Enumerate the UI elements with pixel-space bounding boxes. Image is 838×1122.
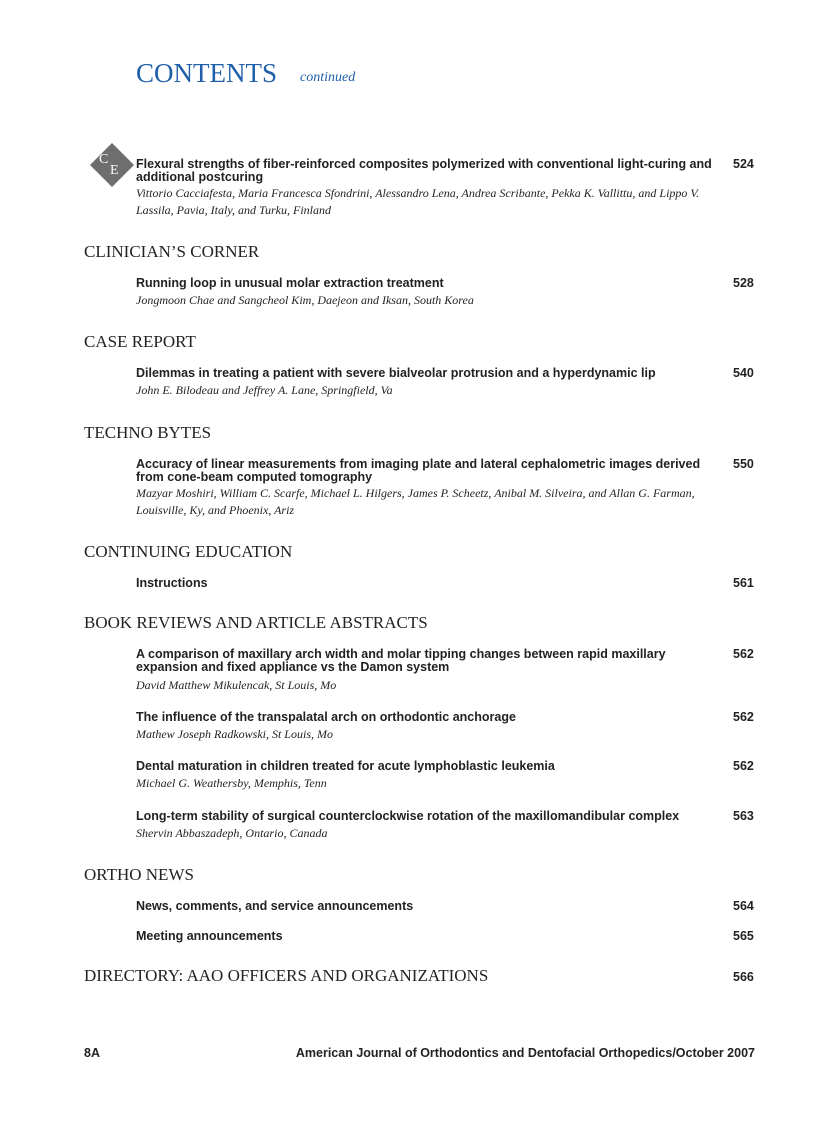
article-page: 550 (733, 457, 754, 471)
article-title[interactable]: Instructions (136, 576, 208, 590)
section-heading: CASE REPORT (84, 332, 196, 351)
article-page: 540 (733, 366, 754, 380)
section-heading: BOOK REVIEWS AND ARTICLE ABSTRACTS (84, 613, 428, 632)
article-authors: Shervin Abbaszadeph, Ontario, Canada (136, 826, 328, 840)
article-authors: Vittorio Cacciafesta, Maria Francesca Sfondrini, Alessandro Lena, Andrea Scribante, Pekka K. Vallittu, and Lippo V. Lassila, Pavia, Italy, and Turku, Finland (136, 186, 700, 217)
section-heading: CONTINUING EDUCATION (84, 542, 293, 561)
svg-text:E: E (110, 163, 119, 178)
article-title[interactable]: Long-term stability of surgical counterclockwise rotation of the maxillomandibular complex (136, 809, 680, 823)
article-page: 564 (733, 899, 754, 913)
article-page: 562 (733, 710, 754, 724)
article-authors: Jongmoon Chae and Sangcheol Kim, Daejeon and Iksan, South Korea (136, 293, 474, 307)
article-authors: David Matthew Mikulencak, St Louis, Mo (136, 678, 337, 692)
article-page: 563 (733, 809, 754, 823)
article-page: 562 (733, 759, 754, 773)
article-page: 528 (733, 276, 754, 290)
section-heading: ORTHO NEWS (84, 865, 194, 884)
article-title[interactable]: A comparison of maxillary arch width and molar tipping changes between rapid maxillary expansion and fixed appliance vs the Damon system (136, 647, 666, 674)
article-title[interactable]: News, comments, and service announcements (136, 899, 414, 913)
section-heading[interactable]: DIRECTORY: AAO OFFICERS AND ORGANIZATIONS (84, 966, 489, 985)
article-title[interactable]: The influence of the transpalatal arch on orthodontic anchorage (136, 710, 516, 724)
section-heading: CLINICIAN’S CORNER (84, 242, 260, 261)
article-authors: Mazyar Moshiri, William C. Scarfe, Michael L. Hilgers, James P. Scheetz, Anibal M. Silveira, and Allan G. Farman, Louisville, Ky, and Phoenix, Ariz (136, 486, 695, 517)
page-subtitle: continued (300, 70, 356, 85)
article-page: 566 (733, 970, 754, 984)
article-title[interactable]: Dilemmas in treating a patient with severe bialveolar protrusion and a hyperdynamic lip (136, 366, 656, 380)
footer-page-number: 8A (84, 1046, 100, 1060)
article-title[interactable]: Flexural strengths of fiber-reinforced composites polymerized with conventional light-curing and additional postcuring (136, 157, 712, 184)
article-title[interactable]: Accuracy of linear measurements from imaging plate and lateral cephalometric images derived from cone-beam computed tomography (136, 457, 701, 484)
article-authors: Michael G. Weathersby, Memphis, Tenn (136, 776, 327, 790)
article-title[interactable]: Dental maturation in children treated for acute lymphoblastic leukemia (136, 759, 555, 773)
article-title[interactable]: Meeting announcements (136, 929, 283, 943)
ce-badge-icon (90, 143, 134, 187)
article-page: 524 (733, 157, 754, 171)
section-heading: TECHNO BYTES (84, 423, 212, 442)
article-title[interactable]: Running loop in unusual molar extraction treatment (136, 276, 444, 290)
svg-text:C: C (99, 152, 109, 167)
article-page: 565 (733, 929, 754, 943)
article-authors: John E. Bilodeau and Jeffrey A. Lane, Springfield, Va (136, 383, 393, 397)
article-authors: Mathew Joseph Radkowski, St Louis, Mo (136, 727, 333, 741)
footer-journal: American Journal of Orthodontics and Dentofacial Orthopedics/October 2007 (295, 1046, 755, 1060)
article-page: 561 (733, 576, 754, 590)
page-title: CONTENTS (136, 58, 277, 88)
article-page: 562 (733, 647, 754, 661)
